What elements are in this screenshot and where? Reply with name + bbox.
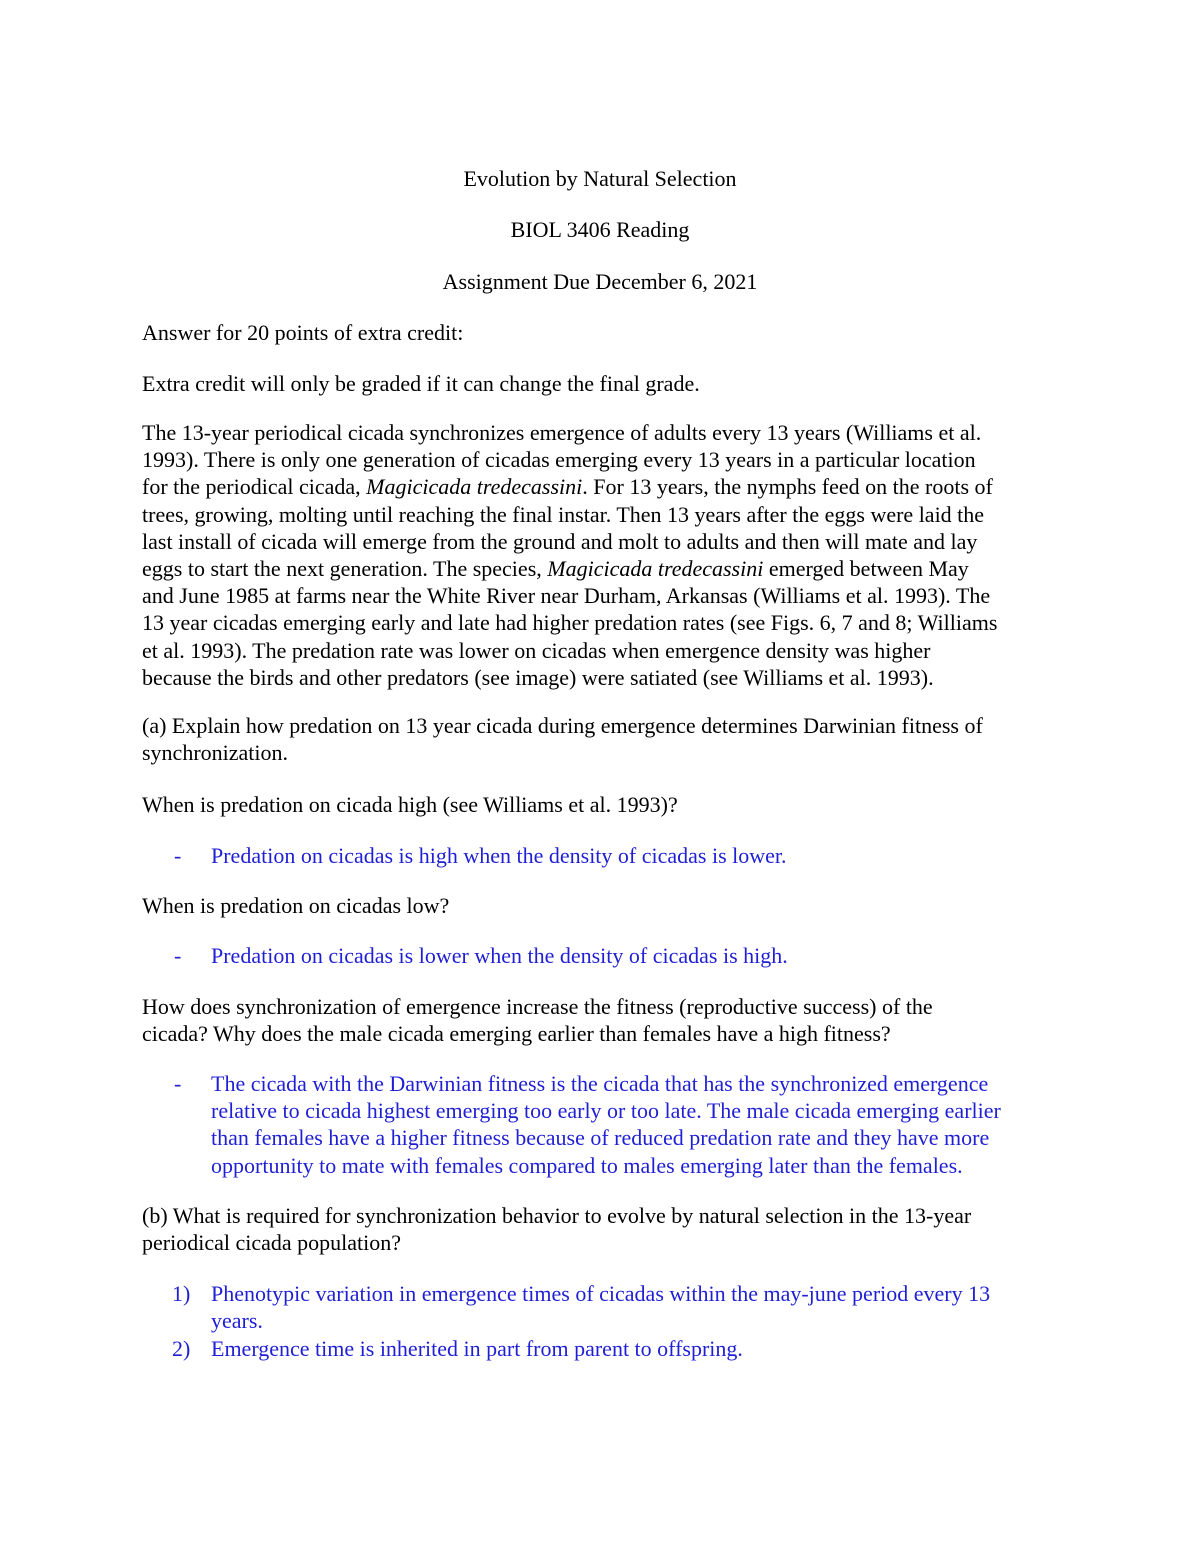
- passage-text: for the periodical cicada,: [142, 474, 367, 500]
- question-line: cicada? Why does the male cicada emerging earlier than females have a high fitness?: [142, 1021, 891, 1047]
- list-number: 1): [172, 1281, 191, 1306]
- list-number: 2): [172, 1336, 191, 1361]
- passage-line: trees, growing, molting until reaching the final instar. Then 13 years after the eggs were laid the: [142, 501, 985, 527]
- answer-line: years.: [211, 1308, 263, 1334]
- course-name: BIOL 3406 Reading: [510, 217, 690, 242]
- passage-line: last install of cicada will emerge from the ground and molt to adults and then will mate and lay: [142, 528, 978, 554]
- passage-line: 1993). There is only one generation of cicadas emerging every 13 years in a particular location: [142, 447, 976, 473]
- answer-line: opportunity to mate with females compared to males emerging later than the females.: [211, 1152, 963, 1178]
- extra-credit-points: Answer for 20 points of extra credit:: [142, 320, 464, 345]
- background-passage: [142, 419, 1067, 691]
- answer-text: Predation on cicadas is high when the density of cicadas is lower.: [211, 843, 787, 868]
- passage-line: [142, 555, 1067, 582]
- passage-text: emerged between May: [763, 556, 969, 582]
- answer-text: [211, 1070, 1071, 1179]
- question-line: How does synchronization of emergence increase the fitness (reproductive success) of the: [142, 994, 933, 1019]
- bullet-marker: -: [174, 1071, 182, 1096]
- passage-line: [142, 473, 1067, 500]
- question-predation-high: When is predation on cicada high (see Williams et al. 1993)?: [142, 792, 678, 817]
- requirement-text: [211, 1335, 1071, 1362]
- passage-line: The 13-year periodical cicada synchronizes emergence of adults every 13 years (Williams et al.: [142, 420, 982, 445]
- passage-line: 13 year cicadas emerging early and late had higher predation rates (see Figs. 6, 7 and 8; Williams: [142, 610, 998, 636]
- question-a: [142, 712, 1067, 766]
- answer-line: Phenotypic variation in emergence times of cicadas within the may-june period every 13: [211, 1281, 991, 1306]
- passage-line: et al. 1993). The predation rate was lower on cicadas when emergence density was higher: [142, 637, 931, 663]
- question-line: (b) What is required for synchronization behavior to evolve by natural selection in the 13-year: [142, 1203, 972, 1228]
- species-name: Magicicada tredecassini: [547, 556, 764, 582]
- question-line: (a) Explain how predation on 13 year cicada during emergence determines Darwinian fitness of: [142, 713, 983, 738]
- question-line: periodical cicada population?: [142, 1230, 401, 1256]
- passage-line: and June 1985 at farms near the White River near Durham, Arkansas (Williams et al. 1993). The: [142, 583, 991, 609]
- requirement-text: [211, 1280, 1071, 1334]
- bullet-marker: -: [174, 943, 182, 968]
- bullet-marker: -: [174, 843, 182, 868]
- answer-text: Predation on cicadas is lower when the density of cicadas is high.: [211, 943, 788, 968]
- question-b: [142, 1202, 1067, 1256]
- extra-credit-note: Extra credit will only be graded if it can change the final grade.: [142, 371, 700, 396]
- passage-line: because the birds and other predators (see image) were satiated (see Williams et al. 1993).: [142, 664, 934, 690]
- question-synchronization: [142, 993, 1067, 1047]
- due-date: Assignment Due December 6, 2021: [442, 269, 758, 294]
- passage-text: . For 13 years, the nymphs feed on the roots of: [582, 474, 993, 500]
- species-name: Magicicada tredecassini: [366, 474, 583, 500]
- question-predation-low: When is predation on cicadas low?: [142, 893, 450, 918]
- answer-line: than females have a higher fitness because of reduced predation rate and they have more: [211, 1125, 990, 1151]
- question-line: synchronization.: [142, 740, 289, 766]
- answer-line: relative to cicada highest emerging too early or too late. The male cicada emerging earlier: [211, 1098, 1001, 1124]
- passage-text: eggs to start the next generation. The species,: [142, 556, 548, 582]
- answer-line: The cicada with the Darwinian fitness is the cicada that has the synchronized emergence: [211, 1071, 989, 1096]
- document-title: Evolution by Natural Selection: [463, 166, 737, 191]
- answer-line: Emergence time is inherited in part from parent to offspring.: [211, 1336, 743, 1361]
